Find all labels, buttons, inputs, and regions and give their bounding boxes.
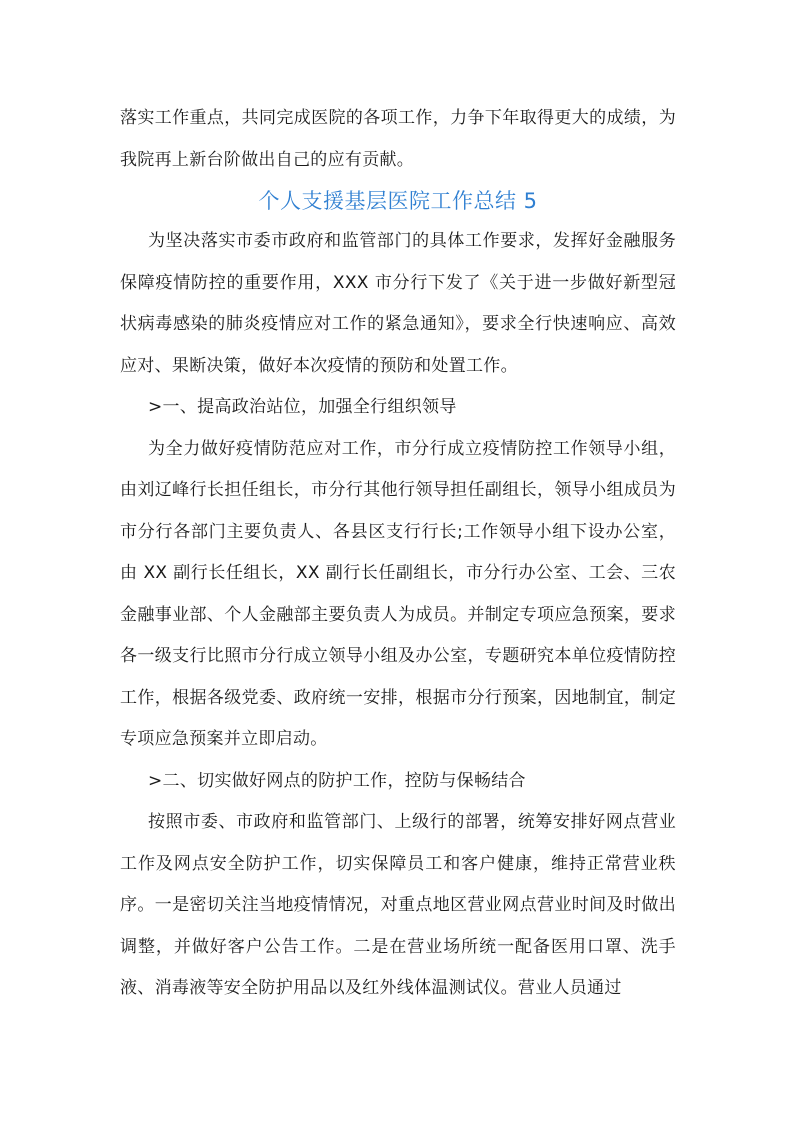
intro-paragraph: 落实工作重点，共同完成医院的各项工作，力争下年取得更大的成绩，为我院再上新台阶做出自己的应有贡献。 (120, 108, 676, 170)
document-body (120, 98, 676, 1010)
body-paragraph-1: 为坚决落实市委市政府和监管部门的具体工作要求，发挥好金融服务保障疫情防控的重要作用，XXX 市分行下发了《关于进一步做好新型冠状病毒感染的肺炎疫情应对工作的紧急通知》，要求全行快速响应、高效应对、果断决策，做好本次疫情的预防和处置工作。 (120, 231, 676, 376)
body-paragraph-3: 按照市委、市政府和监管部门、上级行的部署，统筹安排好网点营业工作及网点安全防护工作，切实保障员工和客户健康，维持正常营业秩序。一是密切关注当地疫情情况，对重点地区营业网点营业时间及时做出调整，并做好客户公告工作。二是在营业场所统一配备医用口罩、洗手液、消毒液等安全防护用品以及红外线体温测试仪。营业人员通过 (120, 812, 676, 998)
body-paragraph-2: 为全力做好疫情防范应对工作，市分行成立疫情防控工作领导小组，由刘辽峰行长担任组长，市分行其他行领导担任副组长，领导小组成员为市分行各部门主要负责人、各县区支行行长;工作领导小组下设办公室，由 XX 副行长任组长，XX 副行长任副组长，市分行办公室、工会、三农金融事业部、个人金融部主要负责人为成员。并制定专项应急预案，要求各一级支行比照市分行成立领导小组及办公室，专题研究本单位疫情防控工作，根据各级党委、政府统一安排，根据市分行预案，因地制宜，制定专项应急预案并立即启动。 (120, 438, 676, 749)
subheading-1: >一、提高政治站位，加强全行组织领导 (148, 397, 457, 417)
section-title: 个人支援基层医院工作总结 5 (258, 189, 538, 213)
subheading-2: >二、切实做好网点的防护工作，控防与保畅结合 (148, 770, 526, 791)
